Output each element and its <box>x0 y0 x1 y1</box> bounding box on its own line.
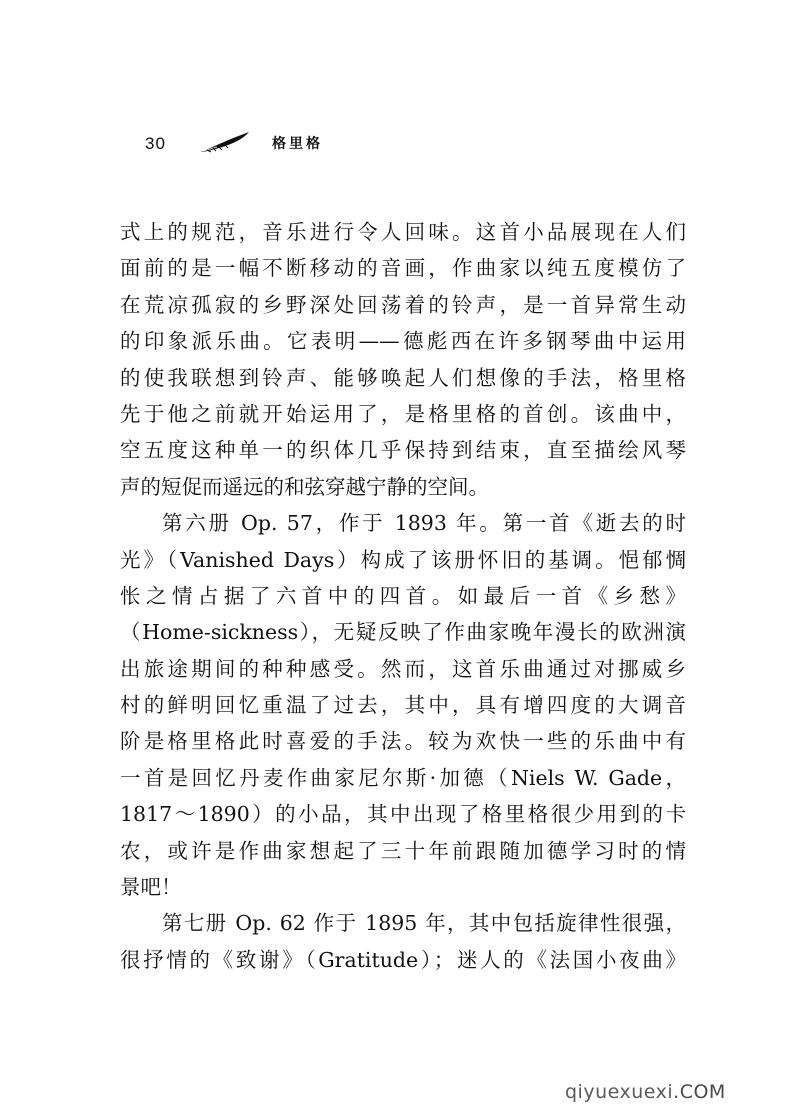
text-line: 很抒情的《致谢》（Gratitude）；迷人的《法国小夜曲》 <box>120 947 686 972</box>
text-line: 光》（Vanished Days）构成了该册怀旧的基调。悒郁惆 <box>120 547 686 572</box>
watermark-logo <box>565 1081 726 1103</box>
quill-pen-icon <box>199 130 251 156</box>
watermark-brand: qiyuexuexi <box>565 1081 674 1103</box>
text-line: 1817～1890）的小品，其中出现了格里格很少用到的卡 <box>120 802 686 827</box>
text-line: 的印象派乐曲。它表明——德彪西在许多钢琴曲中运用 <box>120 329 686 354</box>
running-header <box>145 128 405 162</box>
text-line: 景吧！ <box>120 875 182 900</box>
text-line: 的使我联想到铃声、能够唤起人们想像的手法，格里格 <box>120 365 686 390</box>
text-line: 农，或许是作曲家想起了三十年前跟随加德学习时的情 <box>120 838 686 863</box>
text-line: （Home-sickness），无疑反映了作曲家晚年漫长的欧洲演 <box>120 620 686 645</box>
text-line: 怅之情占据了六首中的四首。如最后一首《乡愁》 <box>120 583 686 608</box>
text-line: 声的短促而遥远的和弦穿越宁静的空间。 <box>120 474 489 499</box>
text-line: 先于他之前就开始运用了，是格里格的首创。该曲中， <box>120 401 686 426</box>
page-number: 30 <box>145 134 166 153</box>
running-title: 格里格 <box>272 136 323 152</box>
text-line: 面前的是一幅不断移动的音画，作曲家以纯五度模仿了 <box>120 256 686 281</box>
text-line: 出旅途期间的种种感受。然而，这首乐曲通过对挪威乡 <box>120 656 686 681</box>
text-line: 阶是格里格此时喜爱的手法。较为欢快一些的乐曲中有 <box>120 729 686 754</box>
text-line: 第七册 Op. 62 作于 1895 年，其中包括旋律性很强， <box>162 911 686 936</box>
text-line: 村的鲜明回忆重温了过去，其中，具有增四度的大调音 <box>120 693 686 718</box>
text-line: 空五度这种单一的织体几乎保持到结束，直至描绘风琴 <box>120 438 686 463</box>
text-line: 式上的规范，音乐进行令人回味。这首小品展现在人们 <box>120 220 686 244</box>
text-line: 第六册 Op. 57，作于 1893 年。第一首《逝去的时 <box>162 511 686 536</box>
watermark-suffix: .COM <box>673 1081 726 1103</box>
body-text <box>120 214 686 978</box>
text-line: 一首是回忆丹麦作曲家尼尔斯·加德（Niels W. Gade， <box>120 765 686 790</box>
text-line: 在荒凉孤寂的乡野深处回荡着的铃声，是一首异常生动 <box>120 292 686 317</box>
